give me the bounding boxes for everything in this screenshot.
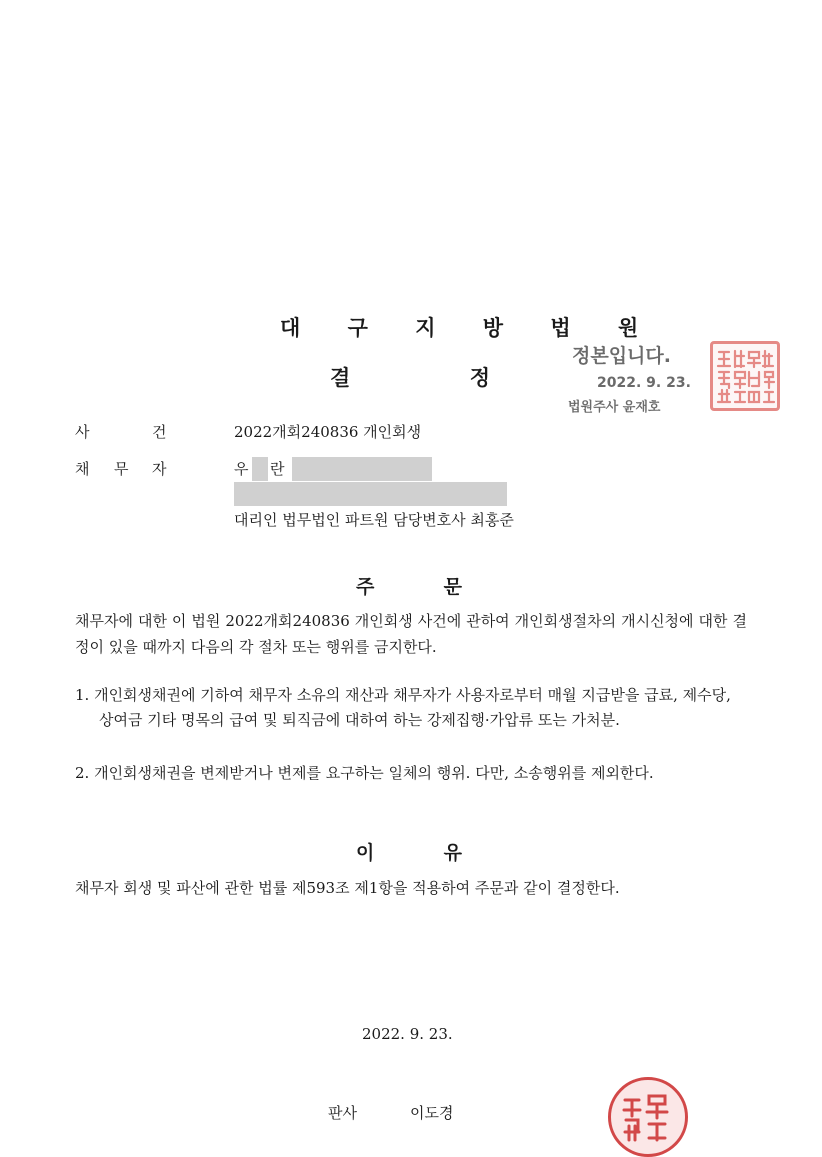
- debtor-agent: 대리인 법무법인 파트원 담당변호사 최홍준: [234, 511, 514, 529]
- court-name: 대 구 지 방 법 원: [280, 316, 659, 340]
- reason-heading-left: 이: [356, 842, 375, 864]
- decision-date: 2022. 9. 23.: [362, 1025, 453, 1043]
- court-seal-square-icon: [710, 341, 780, 411]
- judge-seal-round-icon: [608, 1077, 688, 1157]
- order-item-2: 2. 개인회생채권을 변제받거나 변제를 요구하는 일체의 행위. 다만, 소송행위를 제외한다.: [75, 764, 654, 782]
- case-number: 2022개회240836 개인회생: [234, 423, 422, 441]
- order-heading-right: 문: [443, 576, 462, 598]
- debtor-name-first: 우: [234, 460, 249, 478]
- judge-name: 이도경: [410, 1104, 454, 1122]
- judge-title: 판사: [328, 1104, 357, 1122]
- redaction-bar: [234, 482, 507, 506]
- reason-heading: [356, 838, 462, 865]
- order-heading: [356, 572, 462, 599]
- certification-date: 2022. 9. 23.: [597, 375, 691, 391]
- certification-clerk: 법원주사 윤재호: [568, 400, 661, 415]
- debtor-label-char-2: 무: [114, 460, 129, 478]
- debtor-name-last: 란: [270, 460, 285, 478]
- document-type: [330, 362, 490, 392]
- debtor-label-char-3: 자: [152, 460, 167, 478]
- order-item-1: 1. 개인회생채권에 기하여 채무자 소유의 재산과 채무자가 사용자로부터 매월 지급받을 급료, 제수당, 상여금 기타 명목의 급여 및 퇴직금에 대하여 하는 강제집행·가압류 또는 가처분.: [75, 686, 731, 729]
- order-intro: 채무자에 대한 이 법원 2022개회240836 개인회생 사건에 관하여 개인회생절차의 개시신청에 대한 결정이 있을 때까지 다음의 각 절차 또는 행위를 금지한다.: [75, 612, 747, 656]
- reason-heading-right: 유: [443, 842, 462, 864]
- redaction-bar: [252, 457, 268, 481]
- reason-text: 채무자 회생 및 파산에 관한 법률 제593조 제1항을 적용하여 주문과 같이 결정한다.: [75, 879, 620, 897]
- debtor-label-char-1: 채: [75, 460, 90, 478]
- document-type-left: 결: [330, 366, 351, 390]
- redaction-bar: [292, 457, 432, 481]
- document-type-right: 정: [469, 366, 490, 390]
- case-label-char-2: 건: [152, 423, 167, 441]
- certification-stamp-text: 정본입니다.: [572, 345, 671, 367]
- order-heading-left: 주: [356, 576, 375, 598]
- case-label-char-1: 사: [75, 423, 90, 441]
